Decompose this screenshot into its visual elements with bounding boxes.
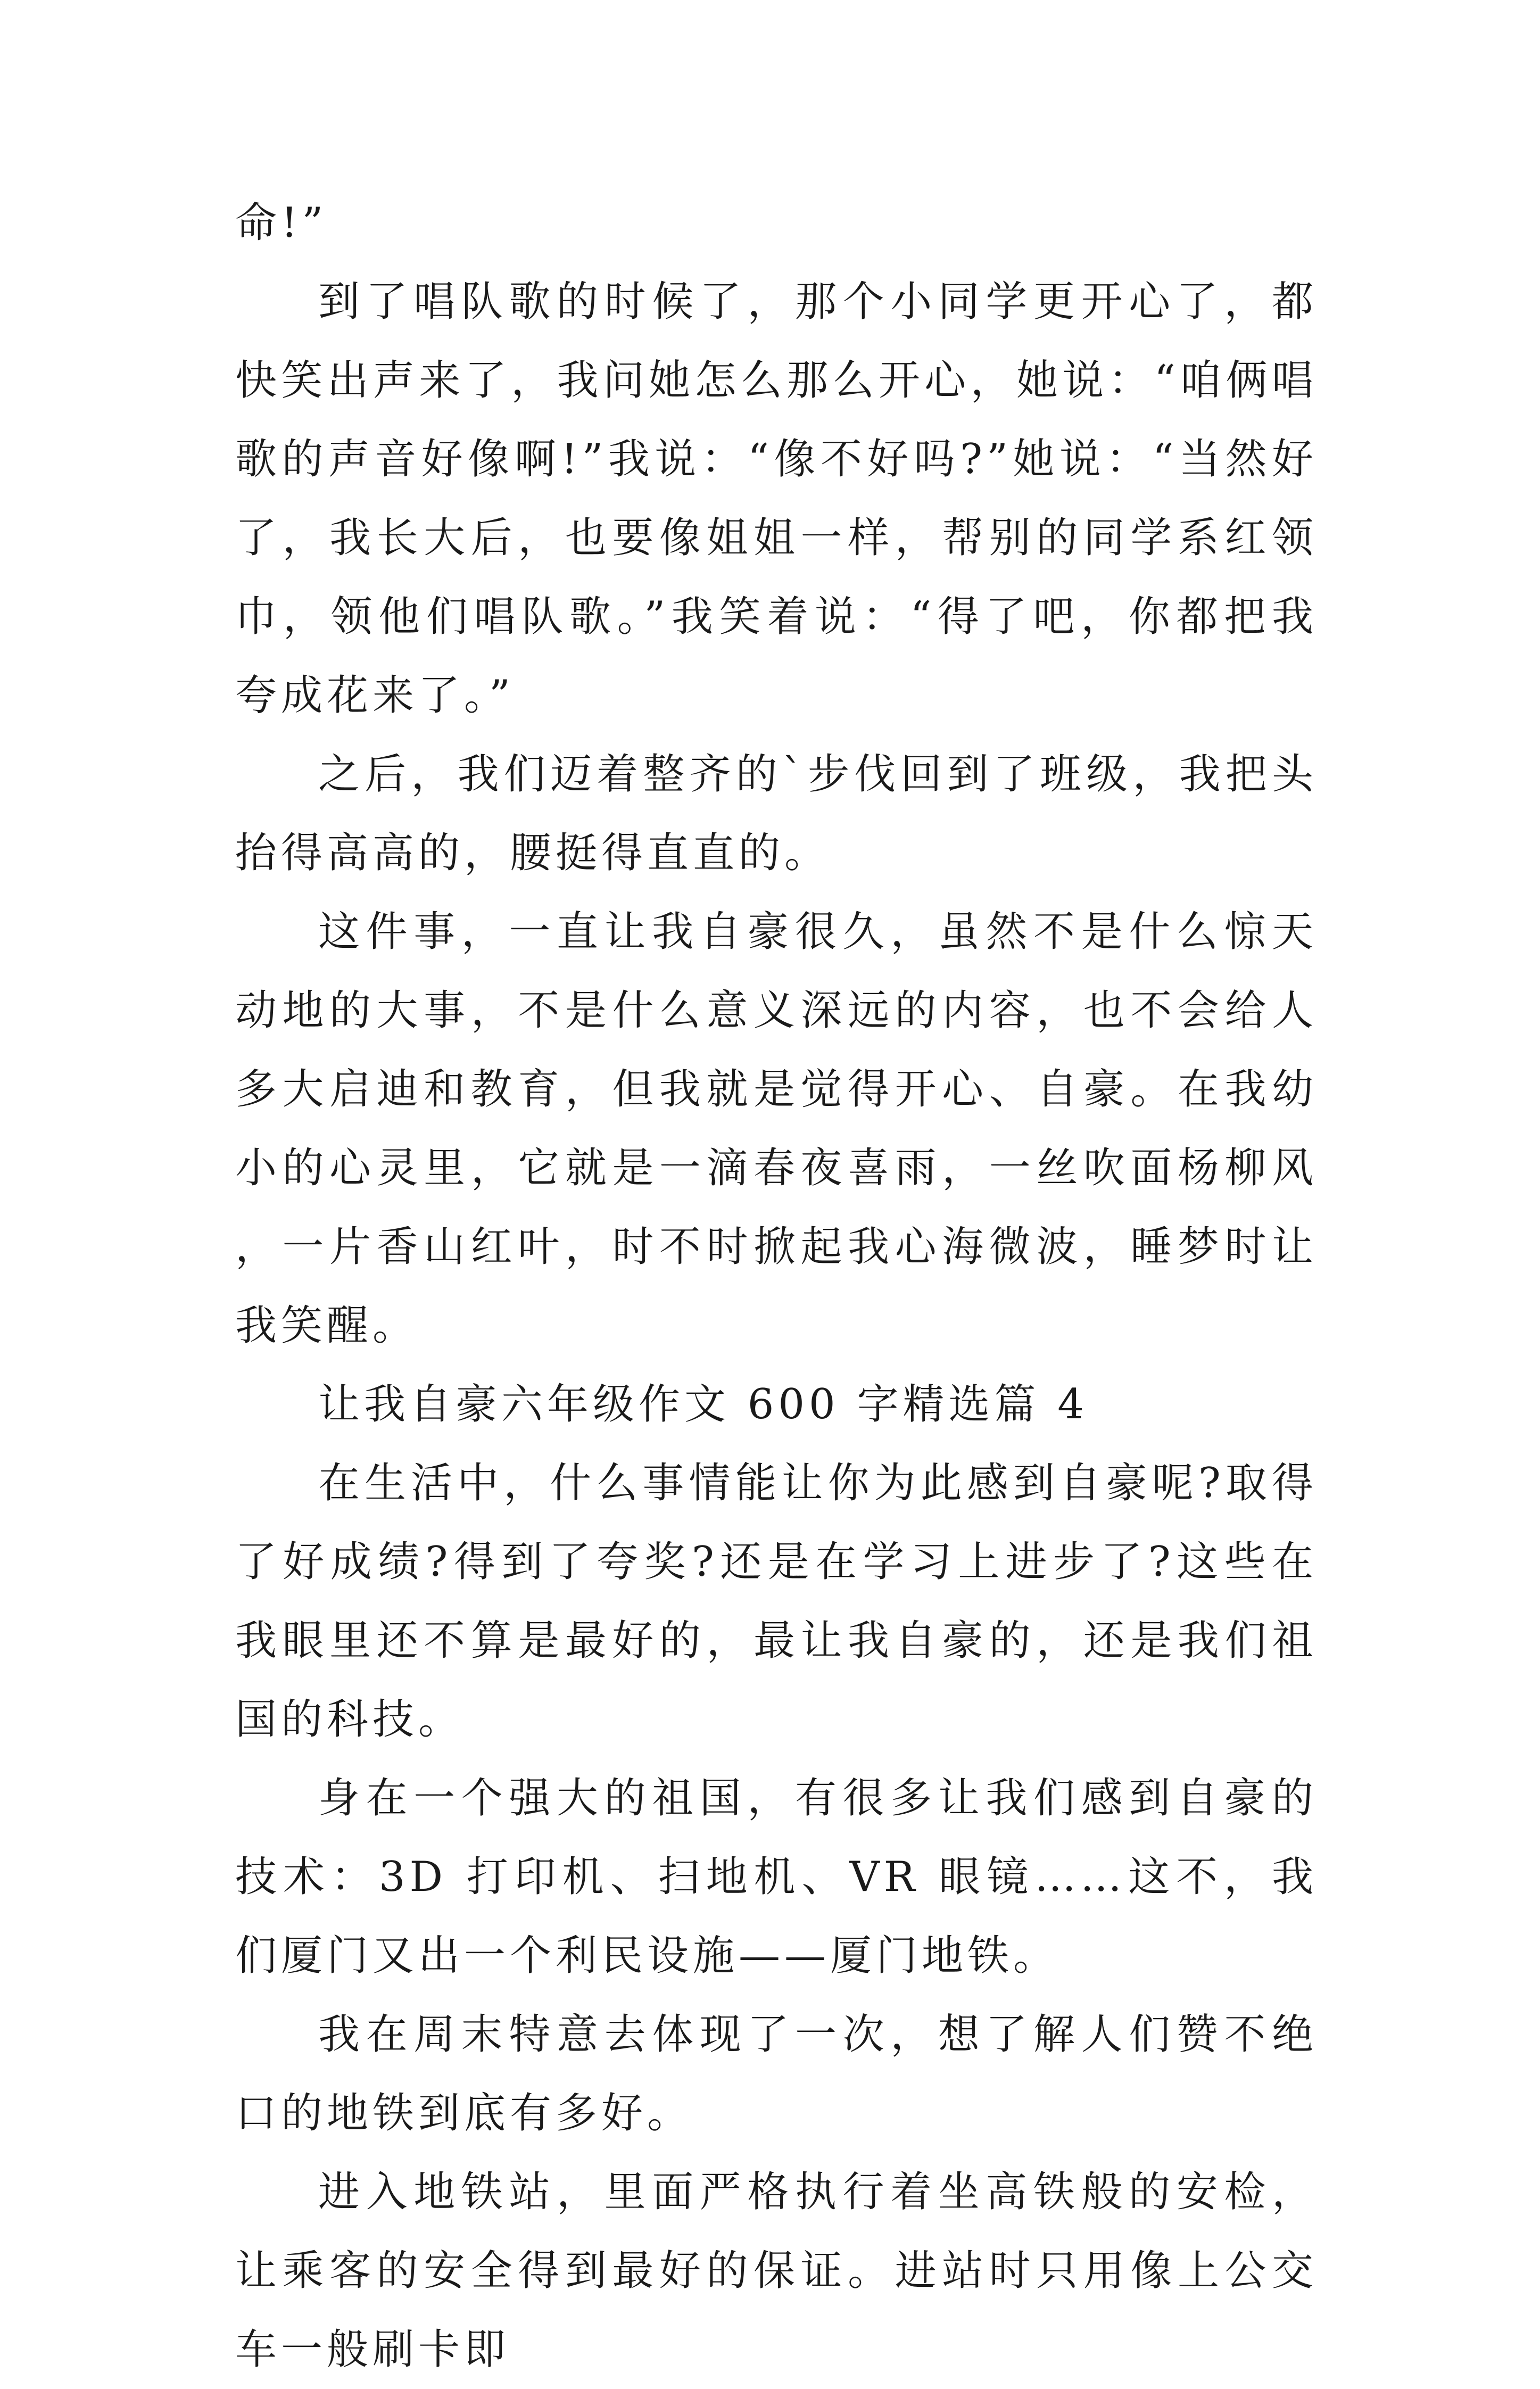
paragraph: 到了唱队歌的时候了，那个小同学更开心了，都快笑出声来了，我问她怎么那么开心，她说：“咱俩唱歌的声音好像啊!”我说：“像不好吗?”她说：“当然好了，我长大后，也要像姐姐一样，帮别的同学系红领巾，领他们唱队歌。”我笑着说：“得了吧，你都把我夸成花来了。” [235,278,1318,720]
paragraph: 我在周末特意去体现了一次，想了解人们赞不绝口的地铁到底有多好。 [235,2011,1318,2137]
document-body [235,184,1318,2389]
section-heading: 让我自豪六年级作文 600 字精选篇 4 [318,1381,1088,1428]
paragraph: 在生活中，什么事情能让你为此感到自豪呢?取得了好成绩?得到了夸奖?还是在学习上进步了?这些在我眼里还不算是最好的，最让我自豪的，还是我们祖国的科技。 [235,1459,1318,1743]
paragraph-continuation: 命!” [235,199,328,247]
paragraph: 这件事，一直让我自豪很久，虽然不是什么惊天动地的大事，不是什么意义深远的内容，也不会给人多大启迪和教育，但我就是觉得开心、自豪。在我幼小的心灵里，它就是一滴春夜喜雨，一丝吹面杨柳风，一片香山红叶，时不时掀起我心海微波，睡梦时让我笑醒。 [235,908,1318,1350]
paragraph: 进入地铁站，里面严格执行着坐高铁般的安检，让乘客的安全得到最好的保证。进站时只用像上公交车一般刷卡即 [235,2168,1318,2374]
paragraph: 身在一个强大的祖国，有很多让我们感到自豪的技术：3D 打印机、扫地机、VR 眼镜……这不，我们厦门又出一个利民设施——厦门地铁。 [235,1774,1318,1980]
paragraph: 之后，我们迈着整齐的`步伐回到了班级，我把头抬得高高的，腰挺得直直的。 [235,750,1318,877]
